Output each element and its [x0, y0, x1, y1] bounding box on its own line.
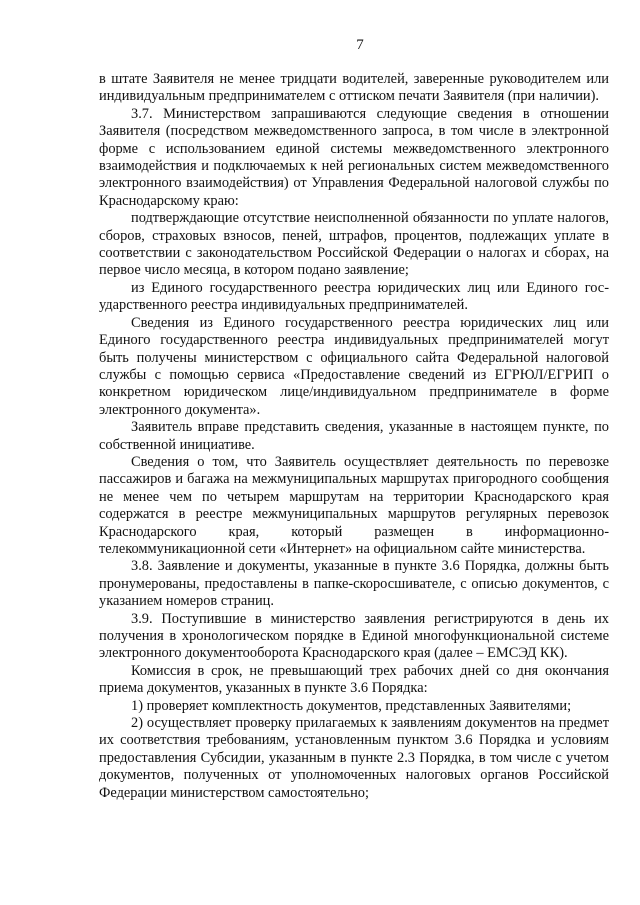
paragraph-routes: Сведения о том, что Заявитель осуществляет деятельность по перевозке пассажиров и багажа на межмуниципальных маршрутах пригородного сообщения не менее чем по четырем маршрутам на территории Краснодарского края содержатся в реестре межмуниципальных маршрутов регулярных перевозок Краснодарского края, который размещен в информационно-телекоммуникационной сети «Интернет» на официальном сайте министерства.: [99, 453, 609, 557]
page-number: 7: [356, 37, 364, 53]
paragraph-registry: из Единого государственного реестра юридических лиц или Единого государственного реестра индивидуальных предпринимателей.: [99, 279, 609, 314]
paragraph-registry-info: Сведения из Единого государственного реестра юридических лиц или Единого государственного реестра индивидуальных предпринимателей могут быть получены министерством с официального сайта Федеральной налоговой службы с помощью сервиса «Предоставление сведений из ЕГРЮЛ/ЕГРИП о конкретном юридическом лице/индивидуальном предпринимателе в форме электронного документа».: [99, 314, 609, 418]
list-item-2: 2) осуществляет проверку прилагаемых к заявлениям документов на предмет их соответствия требованиям, установленным пунктом 3.6 Порядка и условиям предоставления Субсидии, указанным в пункте 2.3 Порядка, в том числе с учетом документов, полученных от уполномоченных налоговых органов Российской Федерации министерством самостоятельно;: [99, 715, 609, 801]
paragraph-3-8: 3.8. Заявление и документы, указанные в пункте 3.6 Порядка, должны быть пронумерованы, предоставлены в папке-скоросшивателе, с описью документов, с указанием номеров страниц.: [99, 558, 609, 610]
list-item-1: 1) проверяет комплектность документов, представленных Заявителями;: [131, 697, 572, 714]
paragraph-3-7: 3.7. Министерством запрашиваются следующие сведения в отношении Заявителя (посредством межведомственного запроса, в том числе в электронной форме с использованием единой системы межведомственного электронного взаимодействия и подключаемых к ней региональных систем межведомственного электронного взаимодействия) от Управления Федеральной налоговой службы по Краснодарскому краю:: [99, 105, 609, 209]
paragraph-initiative: Заявитель вправе представить сведения, указанные в настоящем пункте, по собственной инициативе.: [99, 419, 609, 453]
paragraph-commission: Комиссия в срок, не превышающий трех рабочих дней со дня окончания приема документов, указанных в пункте 3.6 Порядка:: [99, 662, 609, 697]
paragraph-continuation: в штате Заявителя не менее тридцати водителей, заверенные руководителем или индивидуальным предпринимателем с оттиском печати Заявителя (при наличии).: [99, 71, 609, 105]
document-body: [99, 71, 609, 802]
paragraph-tax-obligation: подтверждающие отсутствие неисполненной обязанности по уплате налогов, сборов, страховых взносов, пеней, штрафов, процентов, подлежащих уплате в соответствии с законодательством Российской Федерации о налогах и сборах, на первое число месяца, в котором подано заявление;: [99, 210, 609, 279]
paragraph-3-9: 3.9. Поступившие в министерство заявления регистрируются в день их получения в хронологическом порядке в Единой многофункциональной системе электронного документооборота Краснодарского края (далее – ЕМСЭД КК).: [99, 610, 609, 662]
